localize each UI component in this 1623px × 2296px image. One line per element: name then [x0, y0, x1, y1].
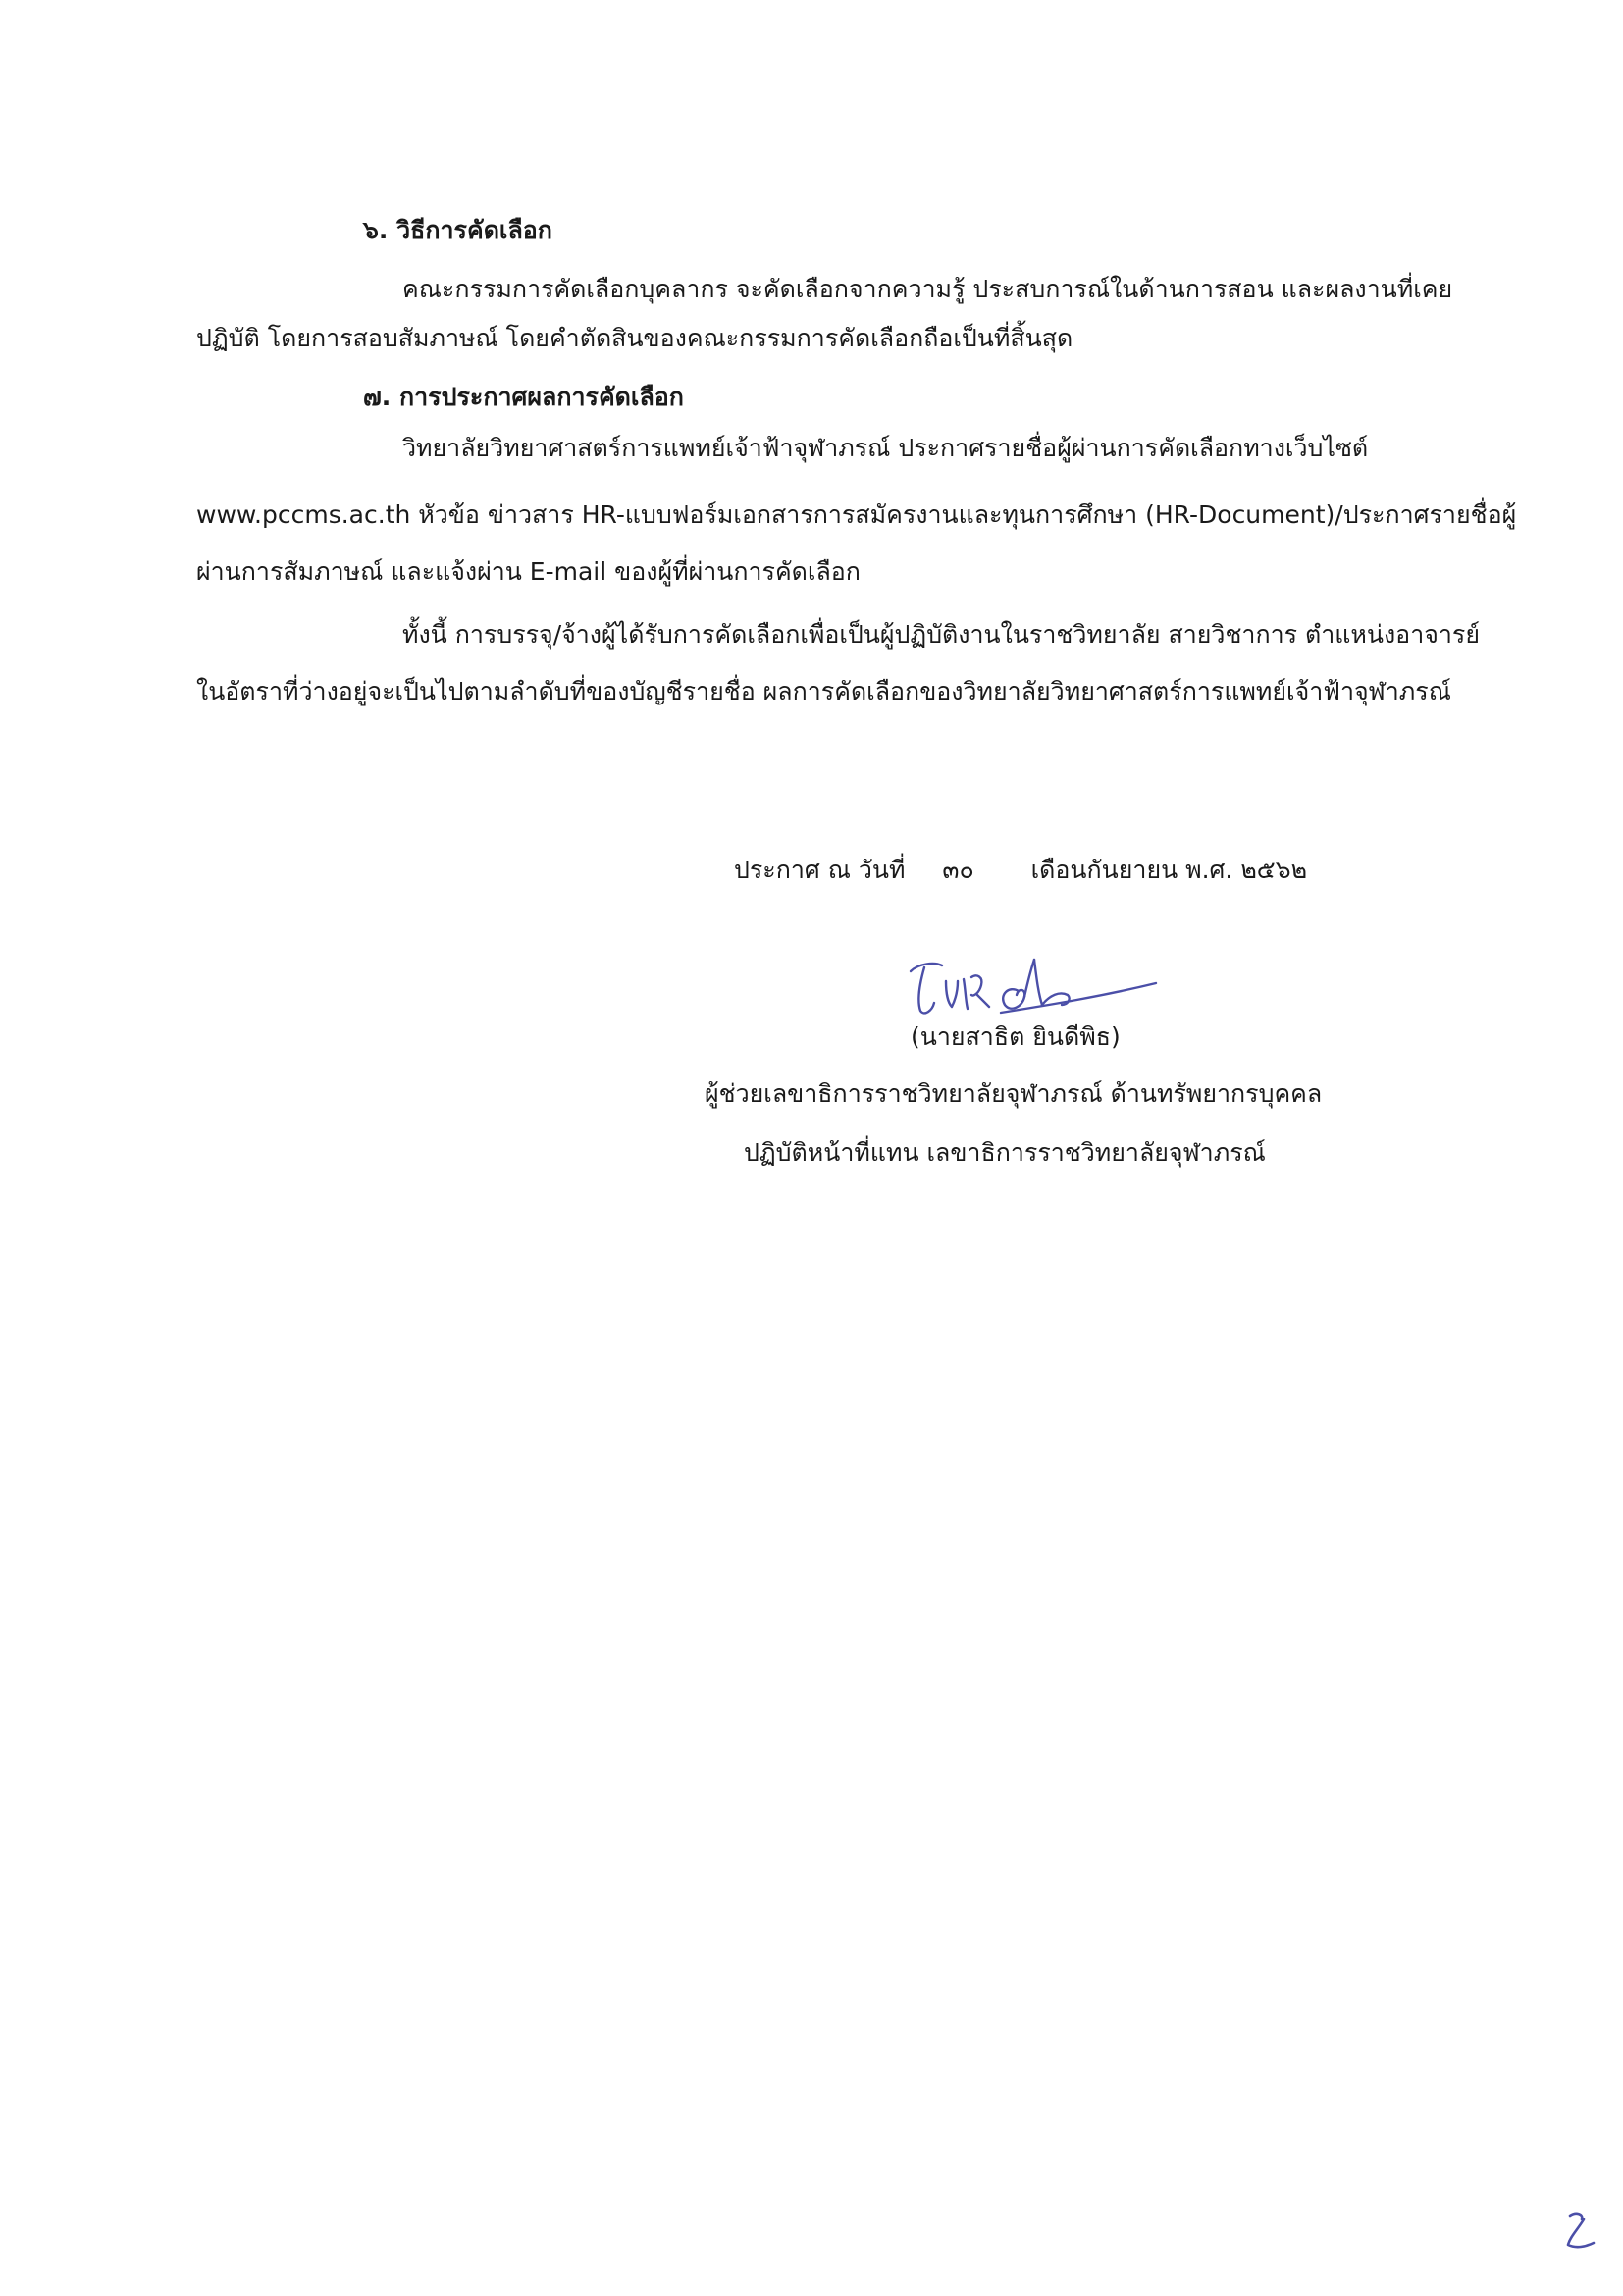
announcement-date-prefix: ประกาศ ณ วันที่ [734, 856, 906, 884]
section-6-text-line-2: ปฏิบัติ โดยการสอบสัมภาษณ์ โดยคำตัดสินของคณะกรรมการคัดเลือกถือเป็นที่สิ้นสุด [196, 324, 1073, 352]
section-7-heading: ๗. การประกาศผลการคัดเลือก [363, 383, 684, 411]
section-7-para-1-line-1: วิทยาลัยวิทยาศาสตร์การแพทย์เจ้าฟ้าจุฬาภรณ์ ประกาศรายชื่อผู้ผ่านการคัดเลือกทางเว็บไซต์ [402, 434, 1369, 462]
signatory-title-line-2: ปฏิบัติหน้าที่แทน เลขาธิการราชวิทยาลัยจุฬาภรณ์ [744, 1138, 1266, 1167]
section-7-para-2-line-1: ทั้งนี้ การบรรจุ/จ้างผู้ได้รับการคัดเลือกเพื่อเป็นผู้ปฏิบัติงานในราชวิทยาลัย สายวิชาการ ตำแหน่งอาจารย์ [402, 620, 1480, 649]
section-7-para-1-line-2: www.pccms.ac.th หัวข้อ ข่าวสาร HR-แบบฟอร์มเอกสารการสมัครงานและทุนการศึกษา (HR-Document)/ประกาศรายชื่อผู้ [196, 500, 1517, 529]
section-7-para-2-line-2: ในอัตราที่ว่างอยู่จะเป็นไปตามลำดับที่ของบัญชีรายชื่อ ผลการคัดเลือกของวิทยาลัยวิทยาศาสตร์การแพทย์เจ้าฟ้าจุฬาภรณ์ [196, 677, 1451, 705]
section-6-heading: ๖. วิธีการคัดเลือก [363, 216, 552, 244]
announcement-month-year: เดือนกันยายน พ.ศ. ๒๕๖๒ [1030, 856, 1308, 884]
section-7-para-1-line-3: ผ่านการสัมภาษณ์ และแจ้งผ่าน E-mail ของผู้ที่ผ่านการคัดเลือก [196, 557, 861, 586]
section-6-text-line-1: คณะกรรมการคัดเลือกบุคลากร จะคัดเลือกจากความรู้ ประสบการณ์ในด้านการสอน และผลงานที่เคย [402, 275, 1453, 303]
signatory-title-line-1: ผู้ช่วยเลขาธิการราชวิทยาลัยจุฬาภรณ์ ด้านทรัพยากรบุคคล [705, 1079, 1323, 1108]
announcement-day: ๓๐ [942, 856, 974, 884]
handwritten-initial-mark [1560, 2208, 1599, 2253]
handwritten-signature [903, 952, 1158, 1030]
signatory-name: (นายสาธิต ยินดีพิธ) [911, 1022, 1121, 1051]
announcement-date [734, 854, 1307, 887]
